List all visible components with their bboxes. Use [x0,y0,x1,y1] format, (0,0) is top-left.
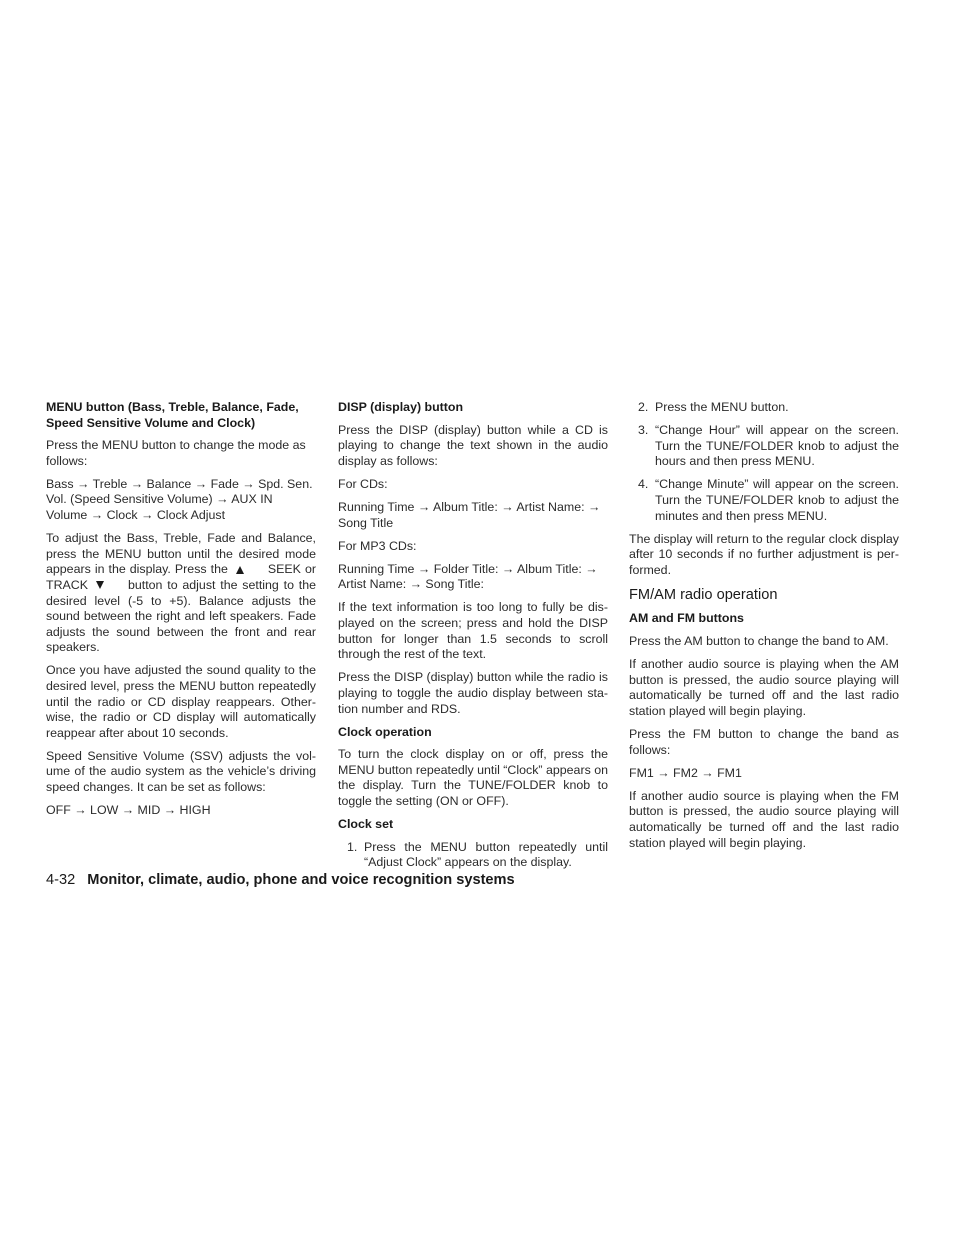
clock-operation-heading: Clock operation [338,724,432,739]
menu-button-heading: MENU button (Bass, Treble, Balance, Fade, Speed Sensitive Volume and Clock) [46,400,299,430]
step-text: “Change Hour” will appear on the screen. Turn the TUNE/FOLDER knob to adjust the hours and then press MENU. [655,423,899,469]
paragraph: Press the MENU button to change the mode as follows: [46,438,306,468]
list-item [629,423,899,470]
mp3-sequence: Running Time → Folder Title: → Album Title: → Artist Name: → Song Title: [338,561,598,592]
paragraph: If another audio source is playing when the FM button is pressed, the audio source playing will automatically be turned off and the last radio station played will begin playing. [629,788,899,850]
adjust-text-c: button to adjust the setting to the desired level (-5 to +5). Balance adjusts the sound between the right and left speakers. Fade adjusts the sound between the front and rear speakers. [46,577,316,655]
paragraph: If another audio source is playing when the AM button is pressed, the audio source playing will automatically be turned off and the last radio station played will begin playing. [629,657,899,718]
step-text: Press the MENU button. [655,400,789,414]
chapter-title: Monitor, climate, audio, phone and voice recognition systems [87,872,515,888]
step-number: 3. [638,423,649,438]
page-footer [46,871,515,889]
step-number: 4. [638,477,649,492]
paragraph: Press the DISP (display) button while a CD is playing to change the text shown in the audio display as follows: [338,422,608,468]
clock-set-heading: Clock set [338,817,394,832]
list-item [629,477,899,524]
adjust-paragraph [46,531,316,656]
column-3 [629,400,899,859]
clock-set-steps [338,840,608,871]
triangle-up-icon [236,566,244,574]
paragraph: Speed Sensitive Volume (SSV) adjusts the vol-ume of the audio system as the vehicle’s driving speed changes. It can be set as follows: [46,748,316,795]
disp-button-heading: DISP (display) button [338,400,464,414]
fm-am-section-title: FM/AM radio operation [629,587,778,604]
triangle-down-icon [96,581,104,589]
adjust-text-b: SEEK or TRACK [46,562,316,592]
paragraph: Press the AM button to change the band to AM. [629,634,889,649]
paragraph: The display will return to the regular clock display after 10 seconds if no further adjustment is per-formed. [629,531,899,577]
step-text: Press the MENU button repeatedly until “Adjust Clock” appears on the display. [364,839,608,870]
paragraph: Press the DISP (display) button while the radio is playing to toggle the audio display between sta-tion number and RDS. [338,670,608,716]
paragraph: Once you have adjusted the sound quality to the desired level, press the MENU button repeatedly until the radio or CD display reappears. Other-wise, the radio or CD display will automatically reappear after about 10 seconds. [46,663,316,740]
am-fm-buttons-heading: AM and FM buttons [629,611,744,626]
step-text: “Change Minute” will appear on the screen. Turn the TUNE/FOLDER knob to adjust the minutes and then press MENU. [655,477,899,523]
paragraph: If the text information is too long to fully be dis-played on the screen; press and hold the DISP button for longer than 1.5 seconds to scroll through the rest of the text. [338,600,608,662]
clock-set-steps-continued [629,400,899,524]
column-1 [46,400,316,826]
step-number: 2. [638,400,649,414]
paragraph: For CDs: [338,476,388,491]
paragraph: Press the FM button to change the band as follows: [629,727,899,757]
list-item [338,840,608,871]
adjust-text-a: To adjust the Bass, Treble, Fade and Balance, press the MENU button until the desired mode appears in the display. Press the [46,531,316,577]
mode-sequence: Bass → Treble → Balance → Fade → Spd. Sen. Vol. (Speed Sensitive Volume) → AUX IN Volume → Clock → Clock Adjust [46,476,313,523]
fm-sequence: FM1 → FM2 → FM1 [629,765,742,780]
step-number: 1. [347,839,358,854]
cd-sequence: Running Time → Album Title: → Artist Name: → Song Title [338,499,601,530]
list-item [629,400,899,416]
column-2 [338,400,608,878]
paragraph: To turn the clock display on or off, press the MENU button repeatedly until “Clock” appears on the display. Turn the TUNE/FOLDER knob to toggle the setting (ON or OFF). [338,747,608,808]
paragraph: For MP3 CDs: [338,538,417,553]
page-number: 4-32 [46,872,76,888]
ssv-sequence: OFF → LOW → MID → HIGH [46,803,211,818]
